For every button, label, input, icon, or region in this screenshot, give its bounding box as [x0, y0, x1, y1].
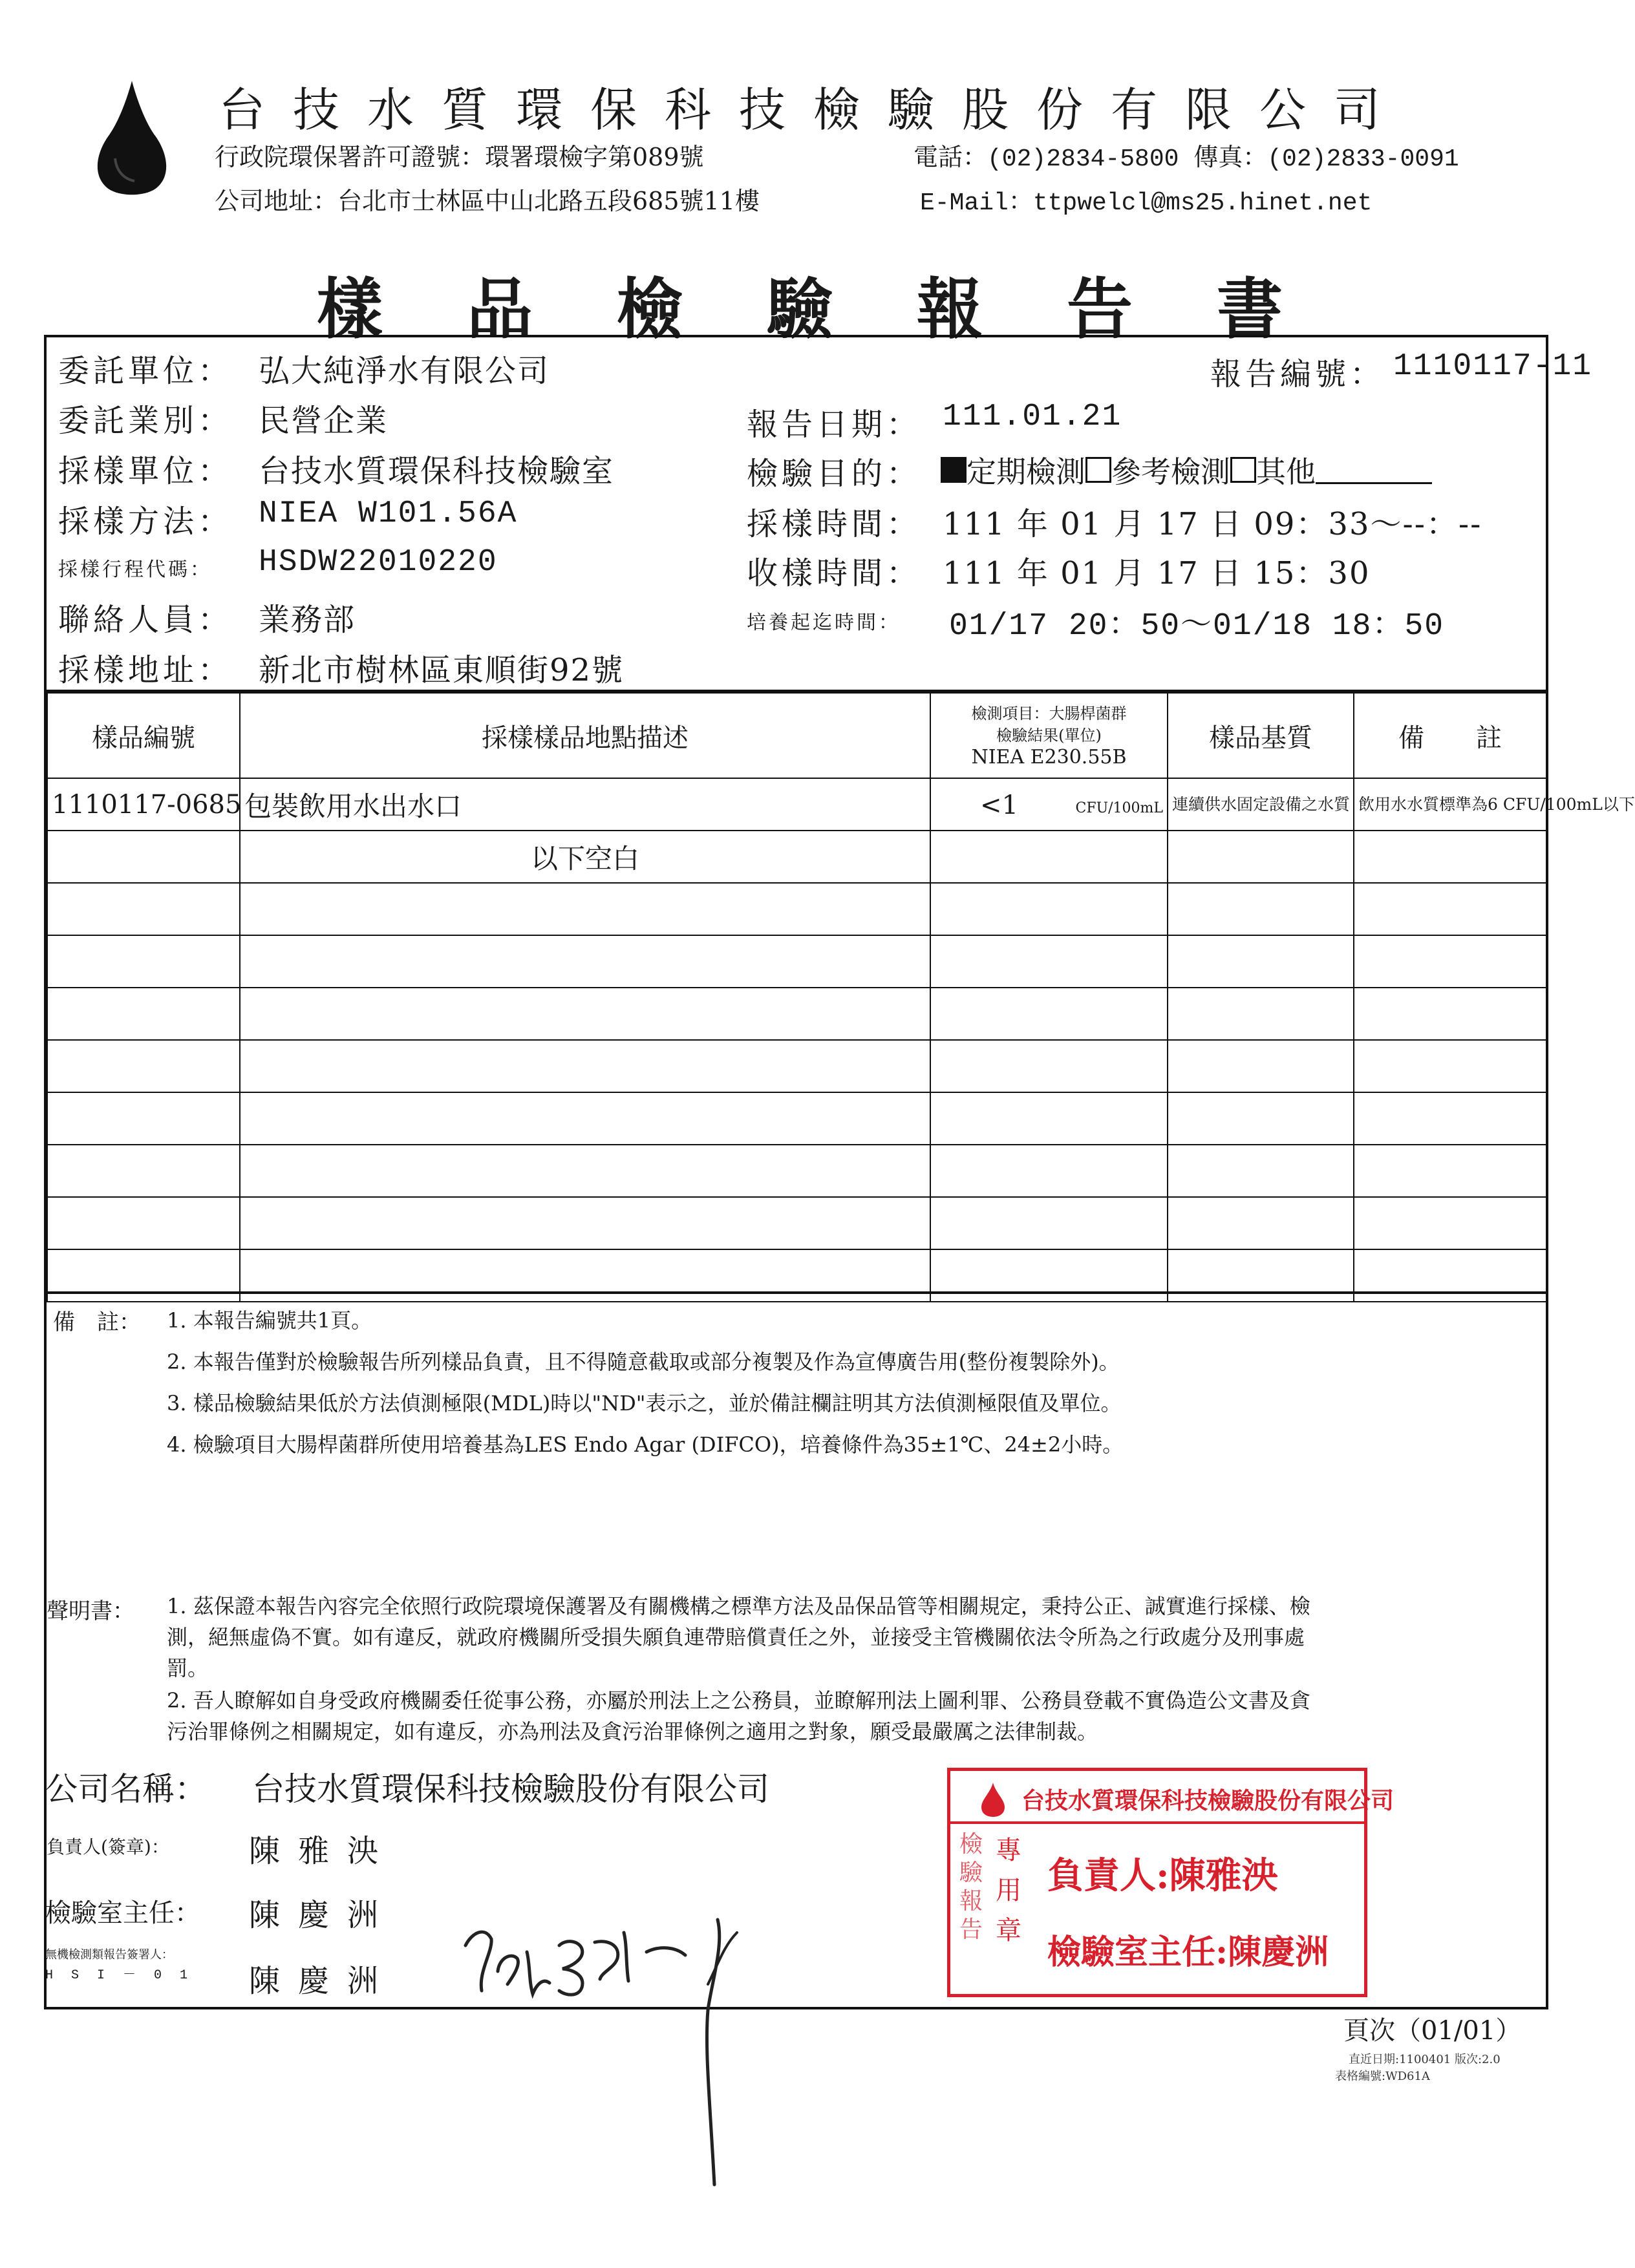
declaration-label: 聲明書： [47, 1598, 134, 1624]
purpose-reference-label: 參考檢測 [1111, 454, 1230, 489]
cell-description: 以下空白 [240, 831, 930, 883]
note-item: 1. 本報告編號共1頁。 [167, 1308, 372, 1333]
cell-result [930, 831, 1168, 883]
stamp-drop-icon [976, 1781, 1010, 1818]
phone-fax: 電話：(02)2834-5800 傳真：(02)2833-0091 [914, 145, 1459, 173]
empty-cell [47, 935, 240, 988]
cell-description: 包裝飲用水出水口 [240, 778, 930, 831]
table-row-empty [47, 988, 1546, 1040]
declaration-line: 1. 茲保證本報告內容完全依照行政院環境保護署及有關機構之標準方法及品保品管等相關規定，秉持公正、誠實進行採樣、檢 [167, 1594, 1310, 1618]
header-remarks: 備 註 [1354, 693, 1546, 778]
header-sample-no: 樣品編號 [47, 693, 240, 778]
report-title: 樣品檢驗報告書 [317, 271, 1367, 348]
result-value: <1 [980, 790, 1018, 820]
stamp-divider [950, 1821, 1364, 1824]
empty-cell [47, 1197, 240, 1249]
responsible-label: 負責人(簽章)： [47, 1836, 169, 1858]
empty-cell [47, 988, 240, 1040]
declaration-line: 測，絕無虛偽不實。如有違反，就政府機關所受損失願負連帶賠償責任之外，並接受主管機關依法令所為之行政處分及刑事處 [167, 1625, 1305, 1649]
form-code: 表格編號:WD61A [1335, 2070, 1430, 2083]
lab-director-name: 陳慶洲 [249, 1897, 397, 1933]
sampling-method-value: NIEA W101.56A [259, 496, 518, 531]
cell-sample-no [47, 831, 240, 883]
company-address: 公司地址：台北市士林區中山北路五段685號11樓 [215, 187, 760, 215]
empty-cell [930, 988, 1168, 1040]
empty-cell [240, 1092, 930, 1145]
empty-cell [930, 1092, 1168, 1145]
empty-cell [240, 1145, 930, 1197]
client-type-label: 委託業別： [58, 403, 233, 439]
trip-code-label: 採樣行程代碼： [58, 558, 212, 581]
header-test-item-line3: NIEA E230.55B [971, 746, 1127, 768]
results-table [47, 692, 1635, 1302]
trip-code-value: HSDW22010220 [259, 545, 498, 580]
table-row [47, 831, 1546, 883]
report-date-label: 報告日期： [747, 407, 922, 443]
cell-sample-no: 1110117-0685 [47, 778, 240, 831]
header-test-item-line2: 檢驗結果(單位) [996, 726, 1102, 745]
empty-cell [1354, 1145, 1546, 1197]
empty-cell [1354, 1092, 1546, 1145]
company-sign-label: 公司名稱： [45, 1770, 207, 1808]
signatory-label: 無機檢測類報告簽署人： [45, 1948, 173, 1962]
empty-cell [47, 883, 240, 935]
report-no-value: 1110117-11 [1393, 349, 1593, 384]
empty-cell [240, 935, 930, 988]
declaration-line: 2. 吾人瞭解如自身受政府機關委任從事公務，亦屬於刑法上之公務員，並瞭解刑法上圖利罪、公務員登載不實偽造公文書及貪 [167, 1688, 1310, 1713]
empty-cell [1354, 988, 1546, 1040]
signatory-name: 陳慶洲 [249, 1963, 397, 1999]
empty-cell [47, 1145, 240, 1197]
signatory-code: H S I － 0 1 [45, 1968, 193, 1983]
culture-time-value: 01/17 20：50～01/18 18：50 [949, 609, 1445, 644]
empty-cell [1354, 935, 1546, 988]
empty-cell [930, 1197, 1168, 1249]
empty-cell [1354, 1197, 1546, 1249]
empty-cell [240, 1040, 930, 1092]
contact-label: 聯絡人員： [58, 602, 233, 638]
purpose-other-blank[interactable] [1316, 456, 1432, 484]
table-row [47, 778, 1546, 831]
report-date-value: 111.01.21 [943, 399, 1122, 434]
table-row-empty [47, 1092, 1546, 1145]
water-drop-logo-icon [96, 81, 168, 194]
client-label: 委託單位： [58, 353, 233, 389]
purpose-reference-checkbox[interactable] [1085, 457, 1111, 483]
client-value: 弘大純淨水有限公司 [259, 353, 550, 389]
empty-cell [1168, 1145, 1354, 1197]
stamp-responsible: 負責人:陳雅泱 [1047, 1854, 1278, 1897]
sampling-unit-label: 採樣單位： [58, 453, 233, 489]
contact-value: 業務部 [259, 602, 356, 638]
stamp-vertical-text: 檢驗報告 [959, 1831, 983, 1943]
empty-cell [1168, 1197, 1354, 1249]
cell-matrix: 連續供水固定設備之水質 [1168, 778, 1354, 831]
note-item: 2. 本報告僅對於檢驗報告所列樣品負責，且不得隨意截取或部分複製及作為宣傳廣告用(整份複製除外)。 [167, 1350, 1120, 1374]
empty-cell [1354, 1040, 1546, 1092]
stamp-lab-director: 檢驗室主任:陳慶洲 [1047, 1933, 1329, 1972]
empty-cell [1168, 1092, 1354, 1145]
empty-cell [1168, 988, 1354, 1040]
handwritten-signature [453, 1907, 815, 2191]
empty-cell [1354, 883, 1546, 935]
report-no-label: 報告編號： [1210, 356, 1385, 392]
receipt-time-value: 111 年 01 月 17 日 15：30 [943, 555, 1371, 591]
sampling-time-value: 111 年 01 月 17 日 09：33～--：-- [943, 506, 1482, 542]
note-item: 3. 樣品檢驗結果低於方法偵測極限(MDL)時以"ND"表示之，並於備註欄註明其方法偵測極限值及單位。 [167, 1391, 1122, 1415]
result-unit: CFU/100mL [1075, 800, 1163, 816]
empty-cell [930, 935, 1168, 988]
client-type-value: 民營企業 [259, 403, 389, 439]
company-name-header: 台技水質環保科技檢驗股份有限公司 [219, 83, 1409, 137]
culture-time-label: 培養起迄時間： [747, 611, 901, 634]
table-header-row [47, 693, 1546, 778]
stamp-vertical-text: 專用章 [996, 1836, 1021, 1945]
company-seal-stamp [947, 1768, 1395, 1997]
purpose-label: 檢驗目的： [747, 456, 922, 492]
sampling-method-label: 採樣方法： [58, 503, 233, 540]
cell-remarks [1354, 831, 1546, 883]
lab-director-label: 檢驗室主任： [45, 1898, 200, 1928]
header-test-item-line1: 檢測項目：大腸桿菌群 [971, 705, 1127, 723]
declaration-line: 罰。 [167, 1656, 209, 1680]
site-value: 新北市樹林區東順街92號 [259, 652, 625, 688]
empty-cell [930, 1040, 1168, 1092]
sampling-time-label: 採樣時間： [747, 506, 922, 542]
header-description: 採樣樣品地點描述 [240, 693, 930, 778]
purpose-other-checkbox[interactable] [1230, 457, 1256, 483]
cell-result [930, 778, 1168, 831]
empty-cell [240, 883, 930, 935]
table-bottom-rule [44, 1291, 1548, 1294]
table-row-empty [47, 935, 1546, 988]
site-label: 採樣地址： [58, 652, 233, 688]
company-sign-value: 台技水質環保科技檢驗股份有限公司 [252, 1770, 769, 1808]
empty-cell [1168, 883, 1354, 935]
purpose-periodic-label: 定期檢測 [967, 454, 1085, 489]
stamp-company-name: 台技水質環保科技檢驗股份有限公司 [1021, 1787, 1395, 1814]
cell-remarks: 飲用水水質標準為6 CFU/100mL以下 [1354, 778, 1546, 831]
header-matrix: 樣品基質 [1168, 693, 1354, 778]
table-row-empty [47, 1040, 1546, 1092]
purpose-other-label: 其他 [1256, 454, 1316, 489]
empty-cell [1168, 935, 1354, 988]
sampling-unit-value: 台技水質環保科技檢驗室 [259, 453, 615, 489]
empty-cell [240, 1197, 930, 1249]
declaration-line: 污治罪條例之相關規定，如有違反，亦為刑法及貪污治罪條例之適用之對象，願受最嚴厲之法律制裁。 [167, 1719, 1098, 1744]
receipt-time-label: 收樣時間： [747, 555, 922, 591]
empty-cell [47, 1092, 240, 1145]
table-row-empty [47, 1197, 1546, 1249]
empty-cell [930, 1145, 1168, 1197]
license-number: 行政院環保署許可證號：環署環檢字第089號 [215, 143, 704, 171]
empty-cell [930, 883, 1168, 935]
form-info: 直近日期:1100401 版次:2.0 [1349, 2053, 1501, 2066]
table-row-empty [47, 883, 1546, 935]
purpose-options [941, 449, 1432, 491]
page-number: 頁次（01/01） [1343, 2016, 1522, 2046]
note-item: 4. 檢驗項目大腸桿菌群所使用培養基為LES Endo Agar (DIFCO)，培養條件為35±1℃、24±2小時。 [167, 1432, 1124, 1457]
cell-matrix [1168, 831, 1354, 883]
empty-cell [47, 1040, 240, 1092]
empty-cell [1168, 1040, 1354, 1092]
notes-label: 備 註： [53, 1309, 141, 1335]
header-test-item [930, 693, 1168, 778]
purpose-periodic-checkbox[interactable] [941, 457, 967, 483]
table-row-empty [47, 1145, 1546, 1197]
responsible-name: 陳雅泱 [249, 1833, 397, 1869]
company-email: E-Mail：ttpwelcl@ms25.hinet.net [920, 189, 1373, 217]
empty-cell [240, 988, 930, 1040]
